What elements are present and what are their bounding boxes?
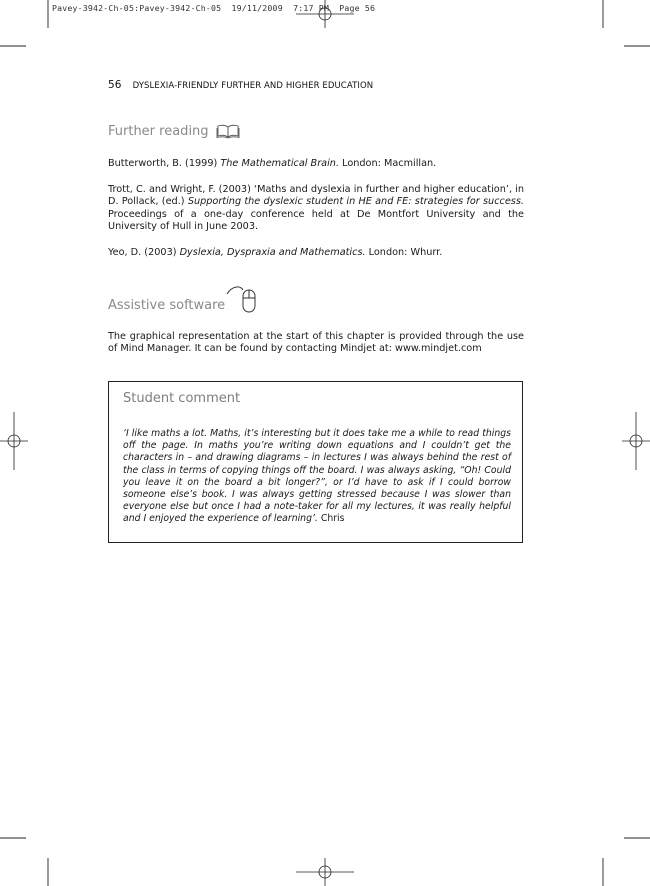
reference-item — [108, 247, 524, 259]
reference-text: Trott, C. and Wright, F. (2003) ‘Maths and dyslexia in further and higher education’, in D. Pollack, (ed.) — [108, 184, 524, 208]
quote-text: ‘I like maths a lot. Maths, it’s interesting but it does take me a while to read things off the page. In maths you’re writing down equations and I couldn’t get the characters in – and drawing diagrams – in lectures I was always behind the rest of the class in terms of copying things off the board. I was always asking, “Oh! Could you leave it on the board a bit longer?”, or I’d have to ask if I could borrow someone else’s book. I was always getting stressed because I was slower than everyone else but once I had a note-taker for all my lectures, it was really helpful and I enjoyed the experience of learning’. — [123, 428, 511, 525]
registration-mark-bottom — [296, 858, 354, 886]
running-head-title: DYSLEXIA-FRIENDLY FURTHER AND HIGHER EDUCATION — [132, 81, 374, 91]
student-comment-title: Student comment — [123, 391, 241, 406]
reference-text: Yeo, D. (2003) — [108, 247, 180, 258]
registration-mark-top — [296, 0, 354, 28]
computer-mouse-icon — [226, 284, 258, 314]
registration-mark-left — [0, 412, 28, 470]
running-head — [108, 79, 373, 93]
student-comment-quote — [123, 428, 511, 526]
further-reading-heading — [108, 123, 240, 139]
open-book-icon — [216, 123, 240, 139]
page-number: 56 — [108, 79, 122, 91]
assistive-software-title: Assistive software — [108, 297, 226, 313]
reference-item — [108, 158, 524, 170]
reference-title: The Mathematical Brain. — [220, 158, 340, 169]
quote-attribution: Chris — [317, 513, 345, 525]
student-comment-box — [108, 381, 523, 543]
registration-mark-right — [622, 412, 650, 470]
reference-text: Butterworth, B. (1999) — [108, 158, 221, 169]
further-reading-title: Further reading — [108, 123, 209, 139]
printer-slug: Pavey-3942-Ch-05:Pavey-3942-Ch-05 19/11/2009 7:17 PM Page 56 — [52, 3, 376, 13]
reference-text: Proceedings of a one-day conference held at De Montfort University and the University of Hull in June 2003. — [108, 208, 524, 233]
reference-title: Supporting the dyslexic student in HE and FE: strategies for success. — [187, 196, 524, 208]
reference-text: London: Macmillan. — [339, 158, 437, 169]
reference-title: Dyslexia, Dyspraxia and Mathematics. — [179, 247, 366, 258]
reference-item — [108, 184, 524, 234]
assistive-software-text: The graphical representation at the start of this chapter is provided through the use of Mind Manager. It can be found by contacting Mindjet at: www.mindjet.com — [108, 331, 524, 355]
assistive-software-heading — [108, 284, 258, 314]
reference-text: London: Whurr. — [365, 247, 443, 258]
